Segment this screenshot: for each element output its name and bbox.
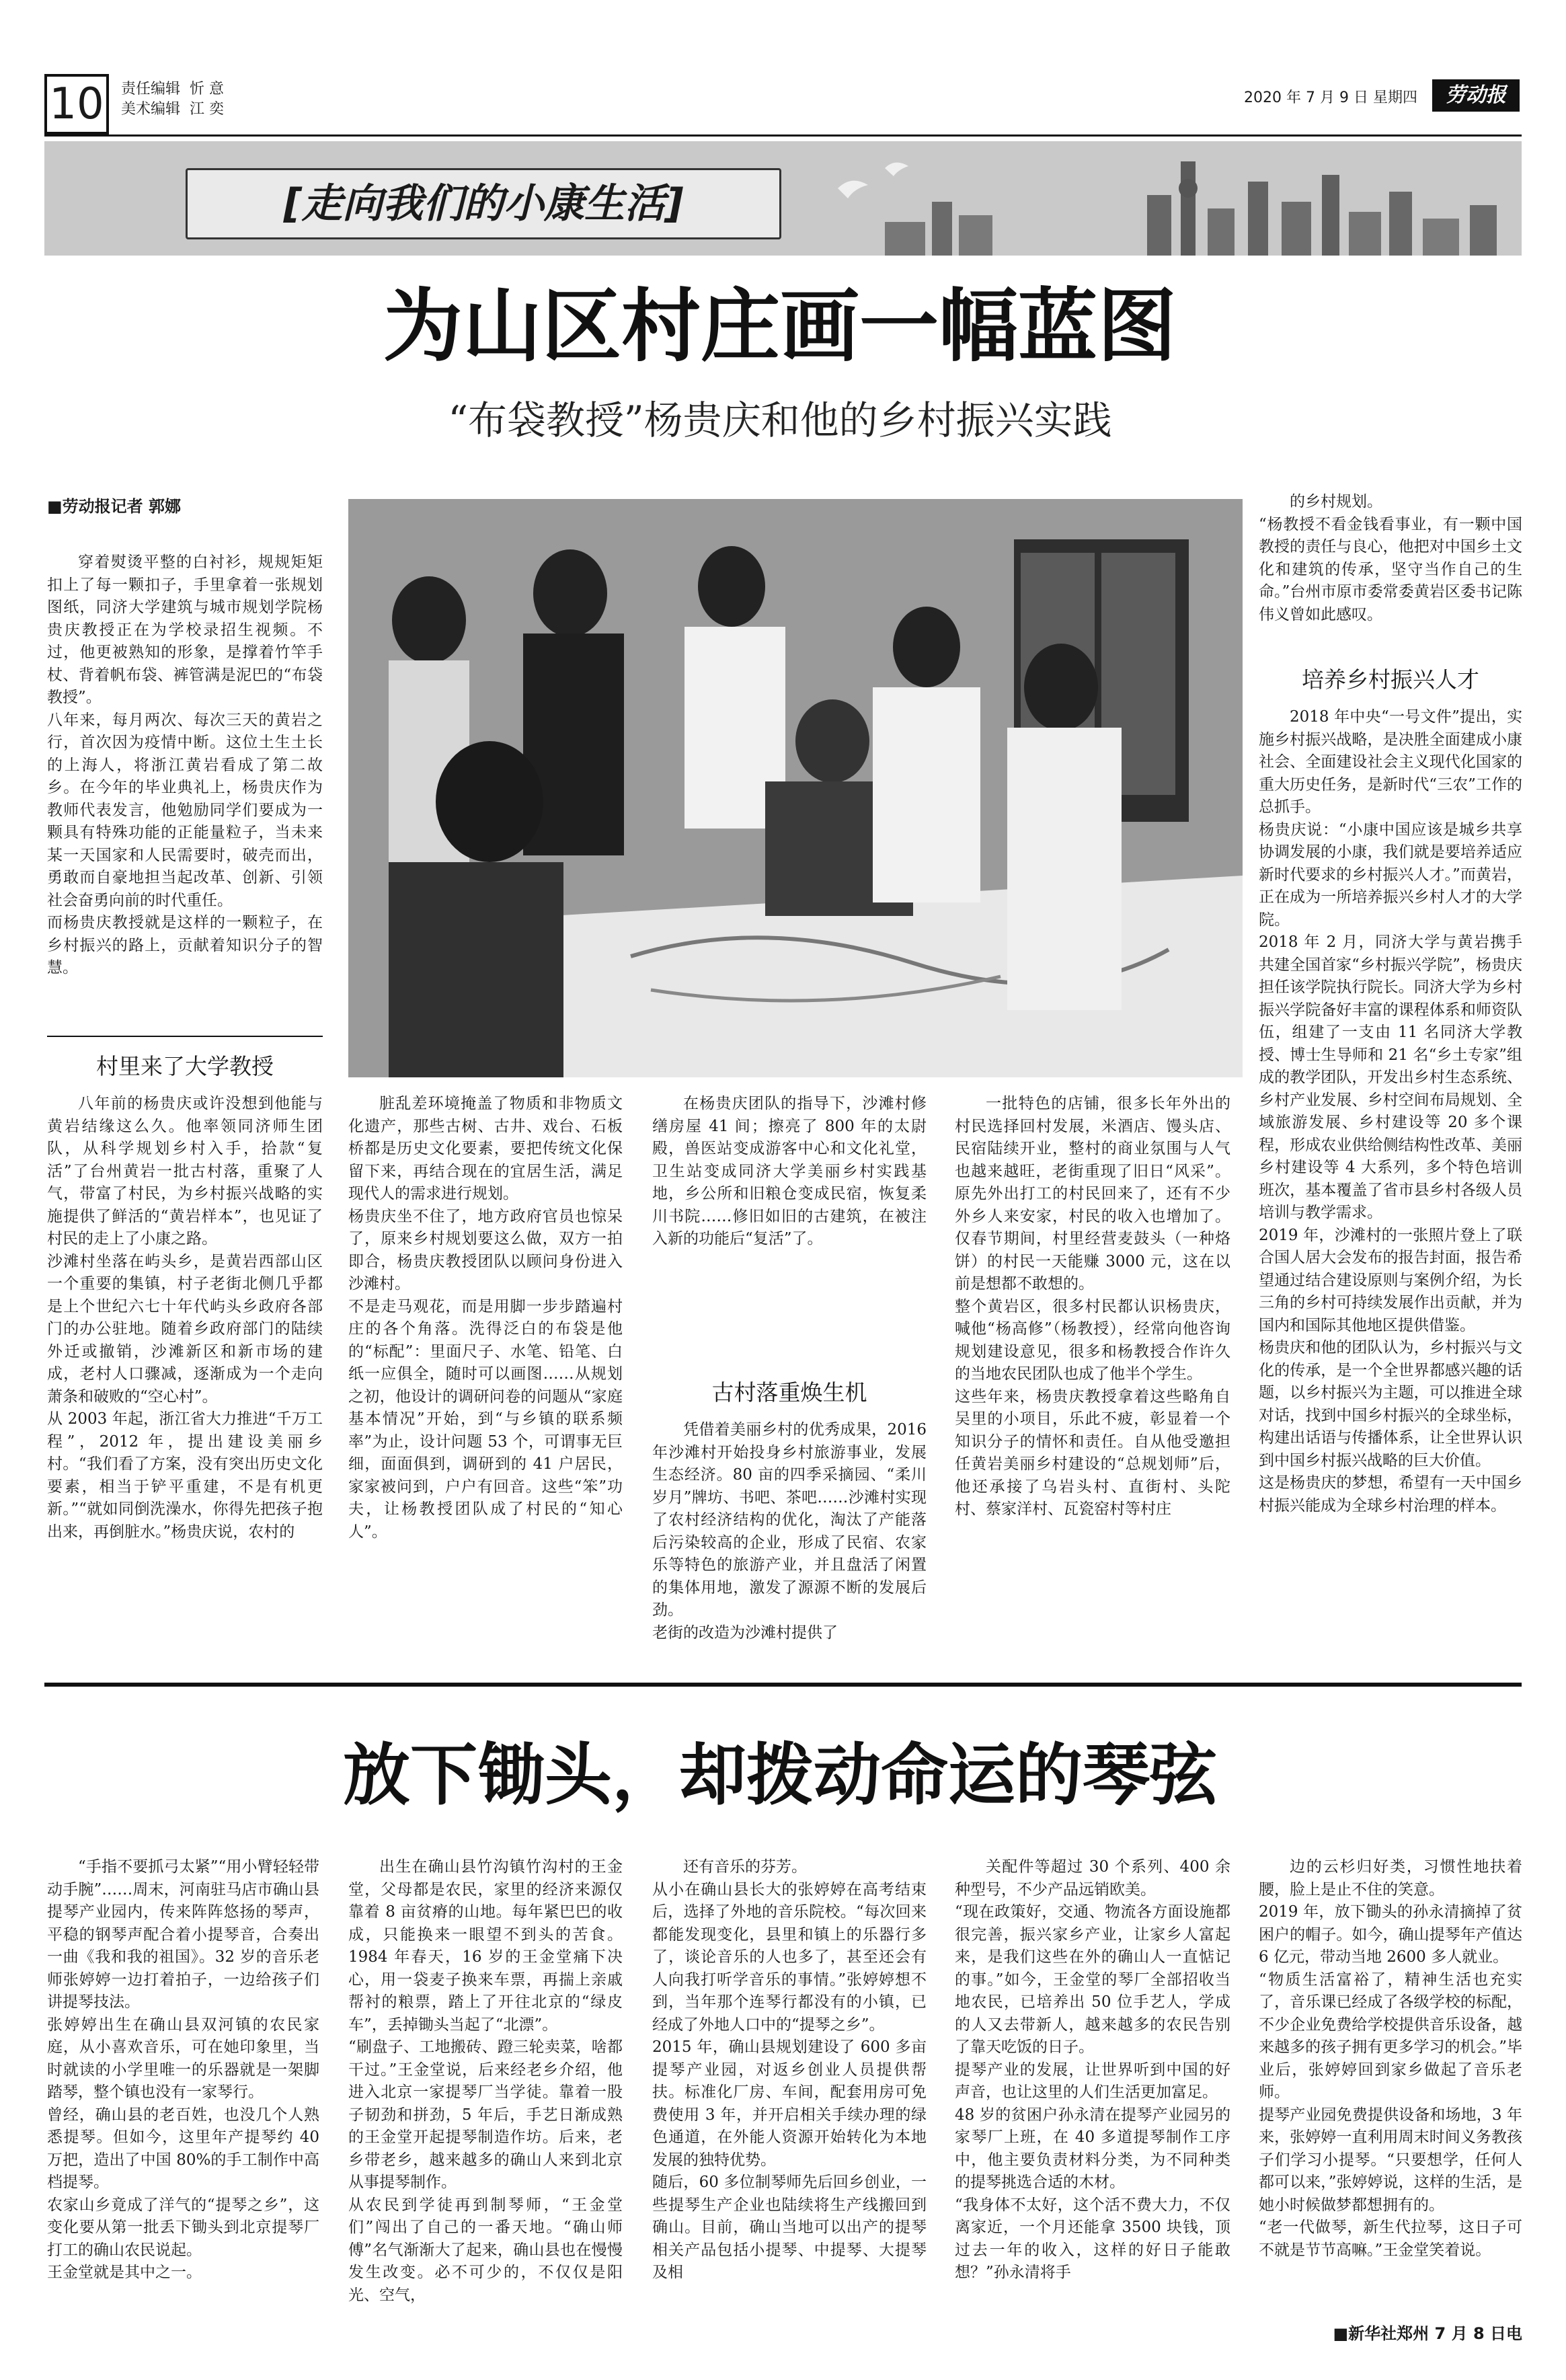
article2-col5: 边的云杉归好类，习惯性地扶着腰，脸上是止不住的笑意。 2019 年，放下锄头的孙永清摘掉了贫困户的帽子。如今，确山提琴年产值达 6 亿元，带动当地 2600 多人就业。 “物质生活富裕了，精神生活也充实了，音乐课已经成了各级学校的标配，不少企业免费给学校提供音乐设备，越来越多的孩子拥有更多学习的机会。”毕业后，张婷婷回到家乡做起了音乐老师。 提琴产业园免费提供设备和场地，3 年来，张婷婷一直利用周末时间义务教孩子们学习小提琴。“只要想学，任何人都可以来，”张婷婷说，这样的生活，是她小时候做梦都想拥有的。 “老一代做琴，新生代拉琴，这日子可不就是节节高嘛。”王金堂笑着说。 — [1259, 1858, 1522, 2259]
section-heading-3: 培养乡村振兴人才 — [1302, 666, 1479, 693]
article-photo — [348, 499, 1243, 1077]
article2-col4: 关配件等超过 30 个系列、400 余种型号，不少产品远销欧美。 “现在政策好，交通、物流各方面设施都很完善，振兴家乡产业，让家乡人富起来，是我们这些在外的确山人一直惦记的事。”如今，王金堂的琴厂全部招收当地农民，已培养出 50 位手艺人，学成的人又去带新人，越来越多的农民告别了靠天吃饭的日子。 提琴产业的发展，让世界听到中国的好声音，也让这里的人们生活更加富足。 48 岁的贫困户孙永清在提琴产业园另的家琴厂上班，在 40 多道提琴制作工序中，他主要负责材料分类，为不同种类的提琴挑选合适的木材。 “我身体不太好，这个活不费大力，不仅离家近，一个月还能拿 3500 块钱，顶过去一年的收入，这样的好日子能敢想？”孙永清将手 — [955, 1858, 1230, 2281]
art-editor-name: 江 奕 — [190, 101, 225, 118]
subheadline: “布袋教授”杨贵庆和他的乡村振兴实践 — [448, 397, 1112, 443]
editor-block — [121, 79, 224, 120]
section-heading-2: 古村落重焕生机 — [711, 1379, 867, 1406]
article1-col5-top: 的乡村规划。 “杨教授不看金钱看事业，有一颗中国教授的责任与良心，他把对中国乡土文化和建筑的传承，坚守当作自己的生命。”台州市原市委常委黄岩区委书记陈伟义曾如此感叹。 — [1259, 493, 1522, 623]
article1-col1-body: 八年前的杨贵庆或许没想到他能与黄岩结缘这么久。他率领同济师生团队，从科学规划乡村入手，拾款“复活”了台州黄岩一批古村落，重聚了人气，带富了村民，为乡村振兴战略的实施提供了鲜活的“黄岩样本”，也见证了村民的走上了小康之路。 沙滩村坐落在屿头乡，是黄岩西部山区一个重要的集镇，村子老街北侧几乎都是上个世纪六七十年代屿头乡政府各部门的办公驻地。随着乡政府部门的陆续外迁或撤销，沙滩新区和新市场的建成，老村人口骤减，逐渐成为一个走向萧条和破败的“空心村”。 从 2003 年起，浙江省大力推进“千万工程”，2012 年，提出建设美丽乡村。“我们看了方案，没有突出历史文化要素，相当于铲平重建，不是有机更新。”“就如同倒洗澡水，你得先把孩子抱出来，再倒脏水。”杨贵庆说，农村的 — [47, 1095, 323, 1541]
article1-col3-body: 凭借着美丽乡村的优秀成果，2016 年沙滩村开始投身乡村旅游事业，发展生态经济。80 亩的四季采摘园、“柔川岁月”牌坊、书吧、茶吧……沙滩村实现了农村经济结构的优化，淘汰了产能落后污染较高的企业，形成了民宿、农家乐等特色的旅游产业，并且盘活了闲置的集体用地，激发了源源不断的发展后劲。 老街的改造为沙滩村提供了 — [652, 1421, 927, 1642]
editor-name: 忻 意 — [190, 81, 225, 98]
byline: ■劳动报记者 郭娜 — [47, 497, 182, 516]
article1-col5-body: 2018 年中央“一号文件”提出，实施乡村振兴战略，是决胜全面建成小康社会、全面建设社会主义现代化国家的重大历史任务，是新时代“三农”工作的总抓手。 杨贵庆说：“小康中国应该是城乡共享协调发展的小康，我们就是要培养适应新时代要求的乡村振兴人才。”而黄岩，正在成为一所培养振兴乡村人才的大学院。 2018 年 2 月，同济大学与黄岩携手共建全国首家“乡村振兴学院”，杨贵庆担任该学院执行院长。同济大学为乡村振兴学院备好丰富的课程体系和师资队伍，组建了一支由 11 名同济大学教授、博士生导师和 21 名“乡土专家”组成的教学团队，开发出乡村生态系统、乡村产业发展、乡村空间布局规划、全域旅游发展、乡村建设等 20 多个课程，形成农业供给侧结构性改革、美丽乡村建设等 4 大系列，多个特色培训班次，基本覆盖了省市县乡村各级人员培训与教学需求。 2019 年，沙滩村的一张照片登上了联合国人居大会发布的报告封面，报告希望通过结合建设原则与案例介绍，为长三角的乡村可持续发展作出贡献，并为国内和国际其他地区提供借鉴。 杨贵庆和他的团队认为，乡村振兴与文化的传承，是一个全世界都感兴趣的话题，以乡村振兴为主题，可以推进全球对话，找到中国乡村振兴的全球坐标，构建出话语与传播体系，让全世界认识到中国乡村振兴战略的巨大价值。 这是杨贵庆的梦想，希望有一天中国乡村振兴能成为全球乡村治理的样本。 — [1259, 708, 1522, 1514]
article2-col3: 还有音乐的芬芳。 从小在确山县长大的张婷婷在高考结束后，选择了外地的音乐院校。“每次回来都能发现变化，县里和镇上的乐器行多了，谈论音乐的人也多了，甚至还会有人向我打听学音乐的事情。”张婷婷想不到，当年那个连琴行都没有的小镇，已经成了外地人口中的“提琴之乡”。 2015 年，确山县规划建设了 600 多亩提琴产业园，对返乡创业人员提供帮扶。标准化厂房、车间，配套用房可免费使用 3 年，并开启相关手续办理的绿色通道，在外能人资源开始转化为本地发展的独特优势。 随后，60 多位制琴师先后回乡创业，一些提琴生产企业也陆续将生产线搬回到确山。目前，确山当地可以出产的提琴相关产品包括小提琴、中提琴、大提琴及相 — [652, 1858, 927, 2281]
column-banner — [44, 141, 1522, 256]
header-rule — [44, 135, 1522, 137]
editor-label: 责任编辑 — [121, 81, 181, 98]
article1-col4: 一批特色的店铺，很多长年外出的村民选择回村发展，米酒店、馒头店、民宿陆续开业，整村的商业氛围与人气也越来越旺，老街重现了旧日“风采”。原先外出打工的村民回来了，还有不少外乡人来安家，村民的收入也增加了。仅春节期间，村里经营麦鼓头（一种烙饼）的村民一天能赚 3000 元，这在以前是想都不敢想的。 整个黄岩区，很多村民都认识杨贵庆，喊他“杨高修”（杨教授），经常向他咨询规划建设意见，很多和杨教授合作许久的当地农民团队也成了他半个学生。 这些年来，杨贵庆教授拿着这些略角自吴里的小项目，乐此不疲，彰显着一个知识分子的情怀和责任。自从他受邀担任黄岩美丽乡村建设的“总规划师”后，他还承接了乌岩头村、直街村、头陀村、蔡家洋村、瓦瓷窑村等村庄 — [955, 1095, 1230, 1518]
column-title: [走向我们的小康生活] — [186, 168, 781, 239]
page-number: 10 — [44, 74, 109, 135]
section-heading-1: 村里来了大学教授 — [96, 1053, 274, 1079]
news-credit: ■新华社郑州 7 月 8 日电 — [1333, 2324, 1522, 2343]
article1-col2: 脏乱差环境掩盖了物质和非物质文化遗产，那些古树、古井、戏台、石板桥都是历史文化要素，要把传统文化保留下来，再结合现在的宜居生活，满足现代人的需求进行规划。 杨贵庆坐不住了，地方政府官员也惊呆了，原来乡村规划要这么做，双方一拍即合，杨贵庆教授团队以顾问身份进入沙滩村。 不是走马观花，而是用脚一步步踏遍村庄的各个角落。洗得泛白的布袋是他的“标配”：里面尺子、水笔、铅笔、白纸一应俱全，随时可以画图……从规划之初，他设计的调研问卷的问题从“家庭基本情况”开始，到“与乡镇的联系频率”为止，设计问题 53 个，可谓事无巨细，面面俱到，调研到的 41 户居民，家家被问到，户户有回音。这些“笨”功夫，让杨教授团队成了村民的“知心人”。 — [348, 1095, 623, 1541]
section-rule — [47, 1036, 323, 1037]
article1-col3-top: 在杨贵庆团队的指导下，沙滩村修缮房屋 41 间；擦亮了 800 年的太尉殿，兽医站变成游客中心和文化礼堂，卫生站变成同济大学美丽乡村实践基地，乡公所和旧粮仓变成民宿，恢复柔川书院……修旧如旧的古建筑，在被注入新的功能后“复活”了。 — [652, 1095, 927, 1247]
issue-date: 2020 年 7 月 9 日 星期四 — [1244, 89, 1417, 106]
article2-col1: “手指不要抓弓太紧”“用小臂轻轻带动手腕”……周末，河南驻马店市确山县提琴产业园内，传来阵阵悠扬的琴声，平稳的钢琴声配合着小提琴音，合奏出一曲《我和我的祖国》。32 岁的音乐老师张婷婷一边打着拍子，一边给孩子们讲提琴技法。 张婷婷出生在确山县双河镇的农民家庭，从小喜欢音乐，可在她印象里，当时就读的小学里唯一的乐器就是一架脚踏琴，整个镇也没有一家琴行。 曾经，确山县的老百姓，也没几个人熟悉提琴。但如今，这里年产提琴约 40 万把，造出了中国 80%的手工制作中高档提琴。 农家山乡竟成了洋气的“提琴之乡”，这变化要从第一批丢下锄头到北京提琴厂打工的确山农民说起。 王金堂就是其中之一。 — [47, 1858, 319, 2281]
article-divider — [44, 1683, 1522, 1687]
art-editor-label: 美术编辑 — [121, 101, 181, 118]
photo-illustration — [348, 499, 1243, 1077]
paper-logo: 劳动报 — [1432, 79, 1520, 112]
headline: 为山区村庄画一幅蓝图 — [383, 280, 1177, 373]
article1-col1-intro: 穿着熨烫平整的白衬衫，规规矩矩扣上了每一颗扣子，手里拿着一张规划图纸，同济大学建筑与城市规划学院杨贵庆教授正在为学校录招生视频。不过，他更被熟知的形象，是撑着竹竿手杖、背着帆布袋、裤管满是泥巴的“布袋教授”。 八年来，每月两次、每次三天的黄岩之行，首次因为疫情中断。这位土生土长的上海人，将浙江黄岩看成了第二故乡。在今年的毕业典礼上，杨贵庆作为教师代表发言，他勉励同学们要成为一颗具有特殊功能的正能量粒子，当未来某一天国家和人民需要时，破壳而出，勇敢而自豪地担当起改革、创新、引领社会奋勇向前的时代重任。 而杨贵庆教授就是这样的一颗粒子，在乡村振兴的路上，贡献着知识分子的智慧。 — [47, 553, 323, 976]
article2-col2: 出生在确山县竹沟镇竹沟村的王金堂，父母都是农民，家里的经济来源仅靠着 8 亩贫瘠的山地。每年紧巴巴的收成，只能换来一眼望不到头的苦食。1984 年春天，16 岁的王金堂痛下决心，用一袋麦子换来车票，再揣上亲戚帮衬的粮票，踏上了开往北京的“绿皮车”，丢掉锄头当起了“北漂”。 “刷盘子、工地搬砖、蹬三轮卖菜，啥都干过。”王金堂说，后来经老乡介绍，他进入北京一家提琴厂当学徒。靠着一股子韧劲和拼劲，5 年后，手艺日渐成熟的王金堂开起提琴制造作坊。后来，老乡带老乡，越来越多的确山人来到北京从事提琴制作。 从农民到学徒再到制琴师，“王金堂们”闯出了自己的一番天地。“确山师傅”名气渐渐大了起来，确山县也在慢慢发生改变。必不可少的，不仅仅是阳光、空气， — [348, 1858, 623, 2304]
headline-2: 放下锄头，却拨动命运的琴弦 — [343, 1736, 1217, 1814]
